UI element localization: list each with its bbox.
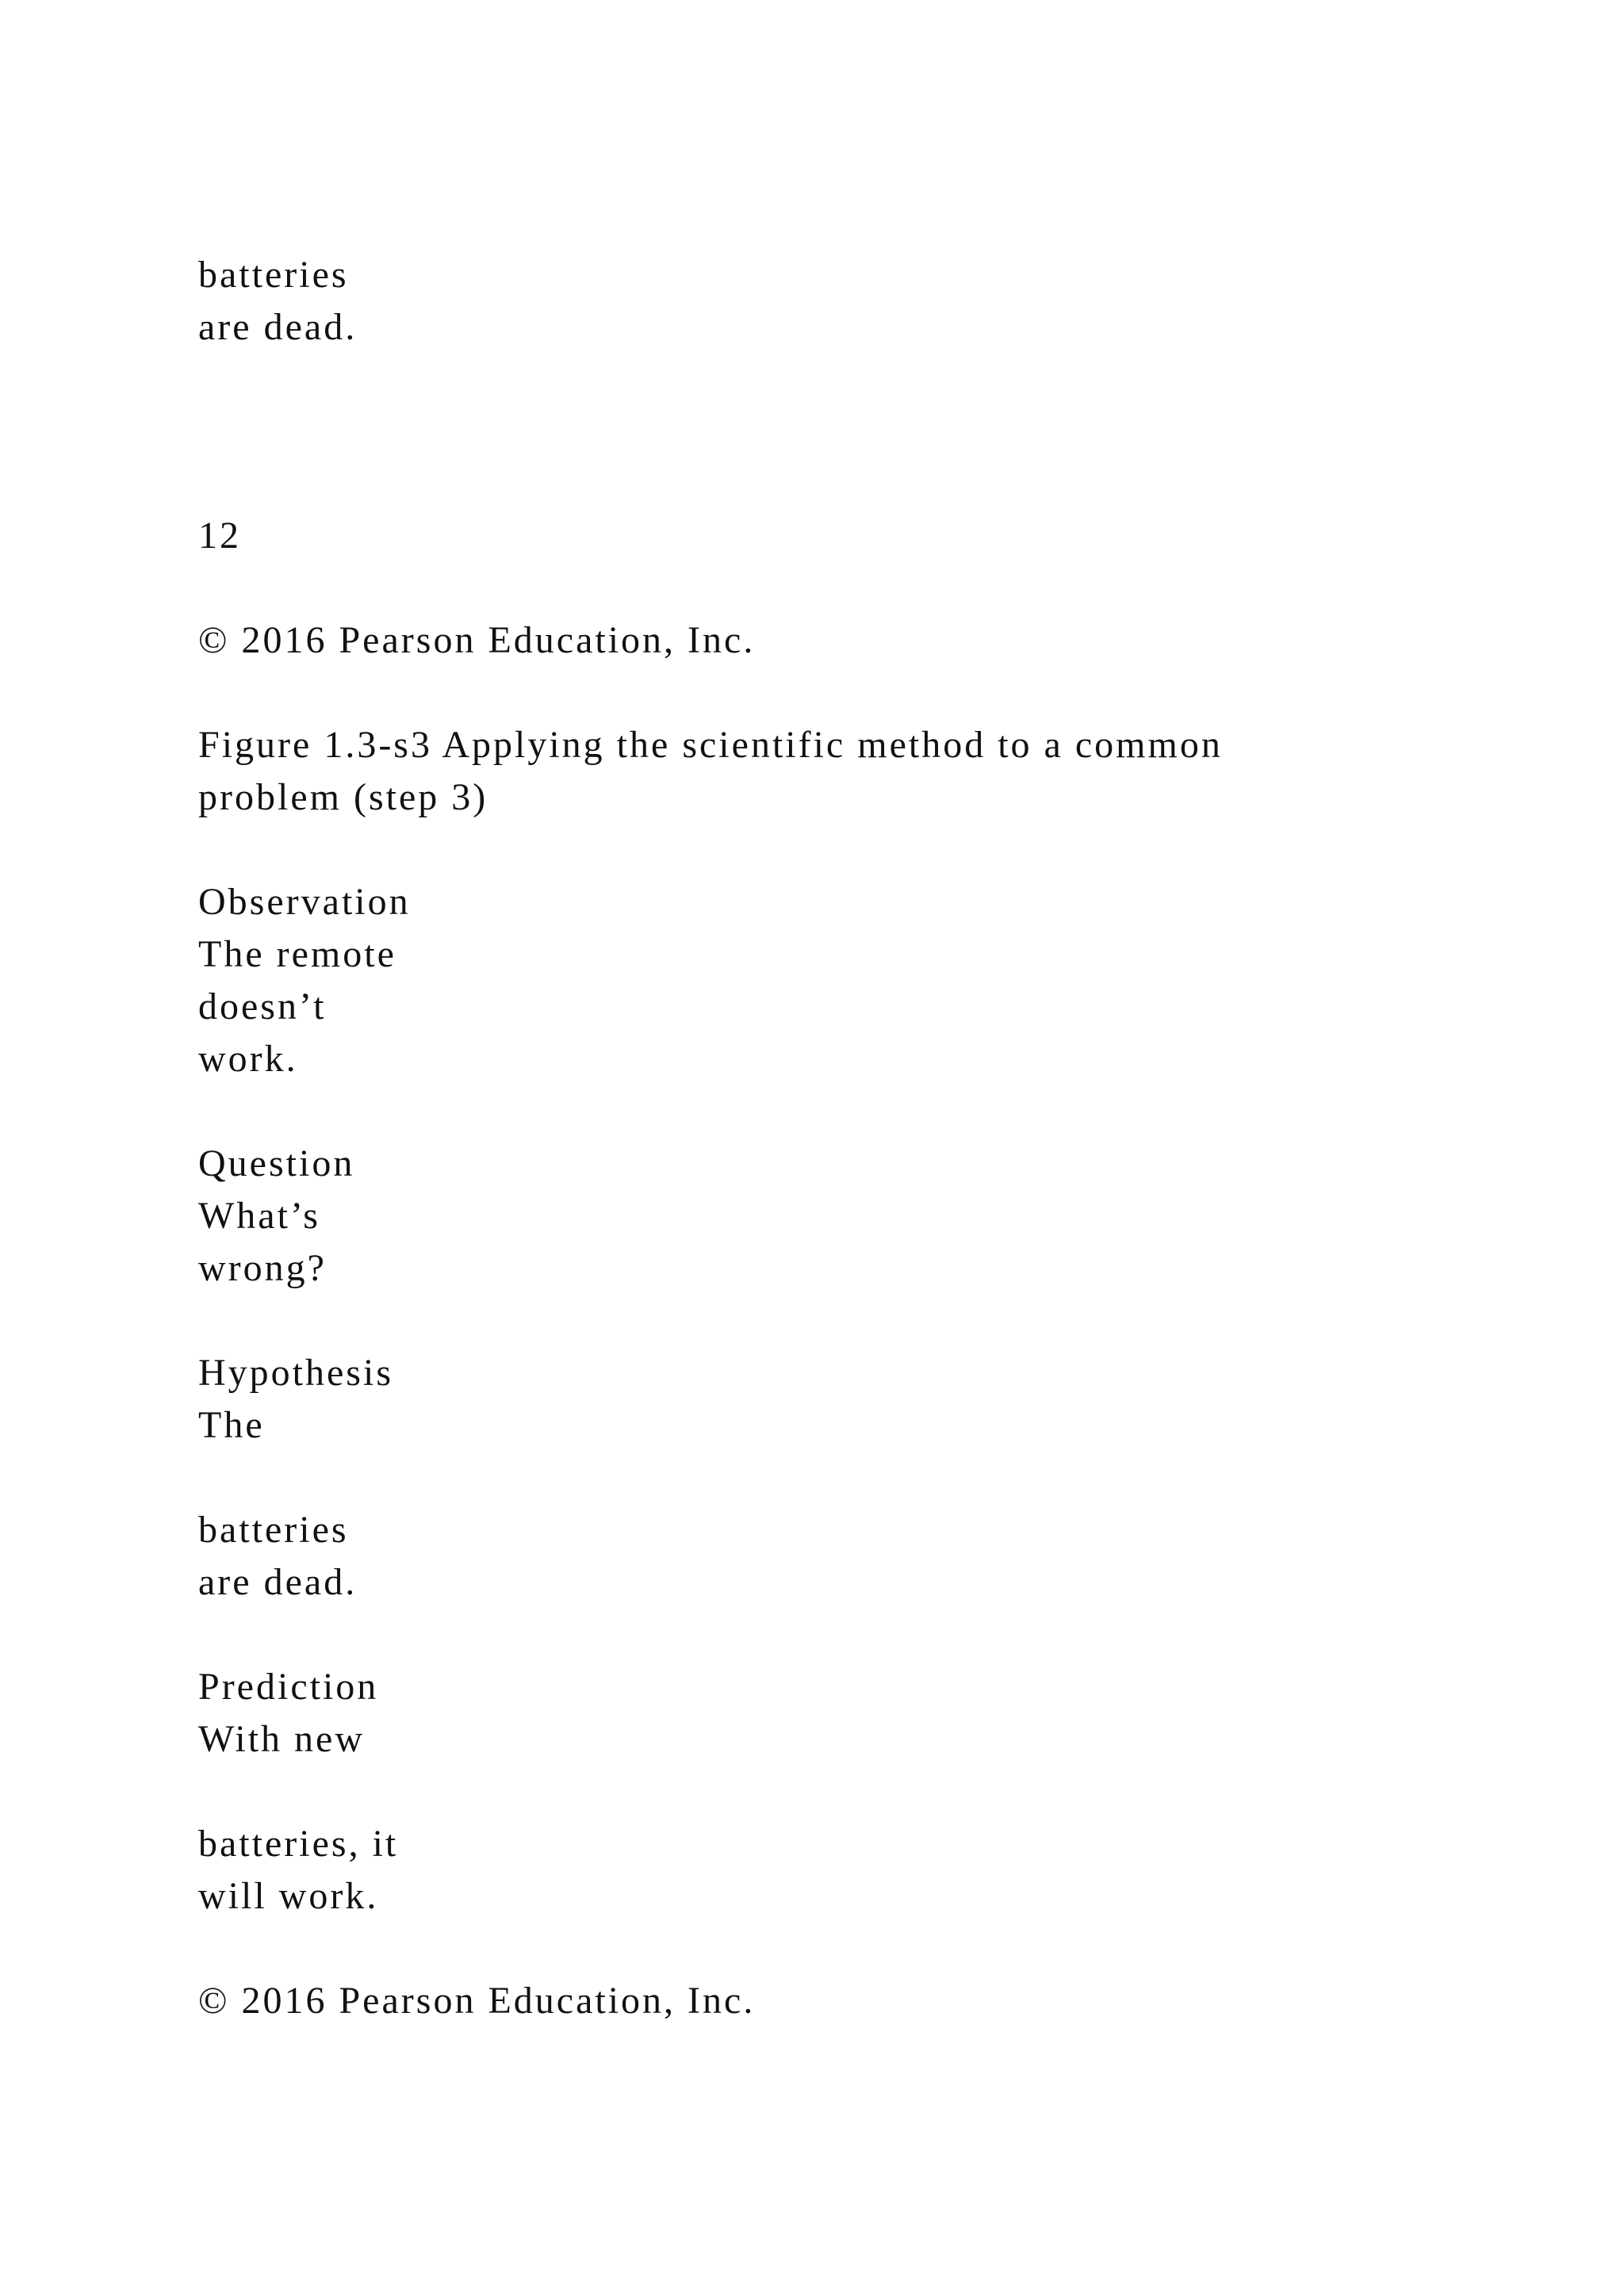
step-text: wrong?: [198, 1247, 327, 1289]
text-line: are dead.: [198, 306, 358, 348]
step-label-question: Question: [198, 1142, 355, 1184]
step-text: will work.: [198, 1875, 379, 1917]
copyright-notice: © 2016 Pearson Education, Inc.: [198, 1980, 756, 2022]
step-text: are dead.: [198, 1561, 358, 1603]
step-text: What’s: [198, 1195, 320, 1237]
page-number: 12: [198, 515, 241, 557]
step-label-hypothesis: Hypothesis: [198, 1352, 393, 1394]
text-line: batteries: [198, 254, 349, 296]
figure-caption: problem (step 3): [198, 776, 488, 818]
step-text: The: [198, 1404, 265, 1446]
step-label-observation: Observation: [198, 881, 411, 923]
copyright-notice: © 2016 Pearson Education, Inc.: [198, 619, 756, 661]
figure-caption: Figure 1.3-s3 Applying the scientific method to a common: [198, 724, 1223, 766]
step-label-prediction: Prediction: [198, 1666, 379, 1708]
step-text: work.: [198, 1038, 298, 1080]
step-text: batteries, it: [198, 1823, 399, 1865]
step-text: The remote: [198, 933, 396, 975]
step-text: doesn’t: [198, 985, 327, 1027]
step-text: With new: [198, 1718, 366, 1760]
step-text: batteries: [198, 1509, 349, 1551]
